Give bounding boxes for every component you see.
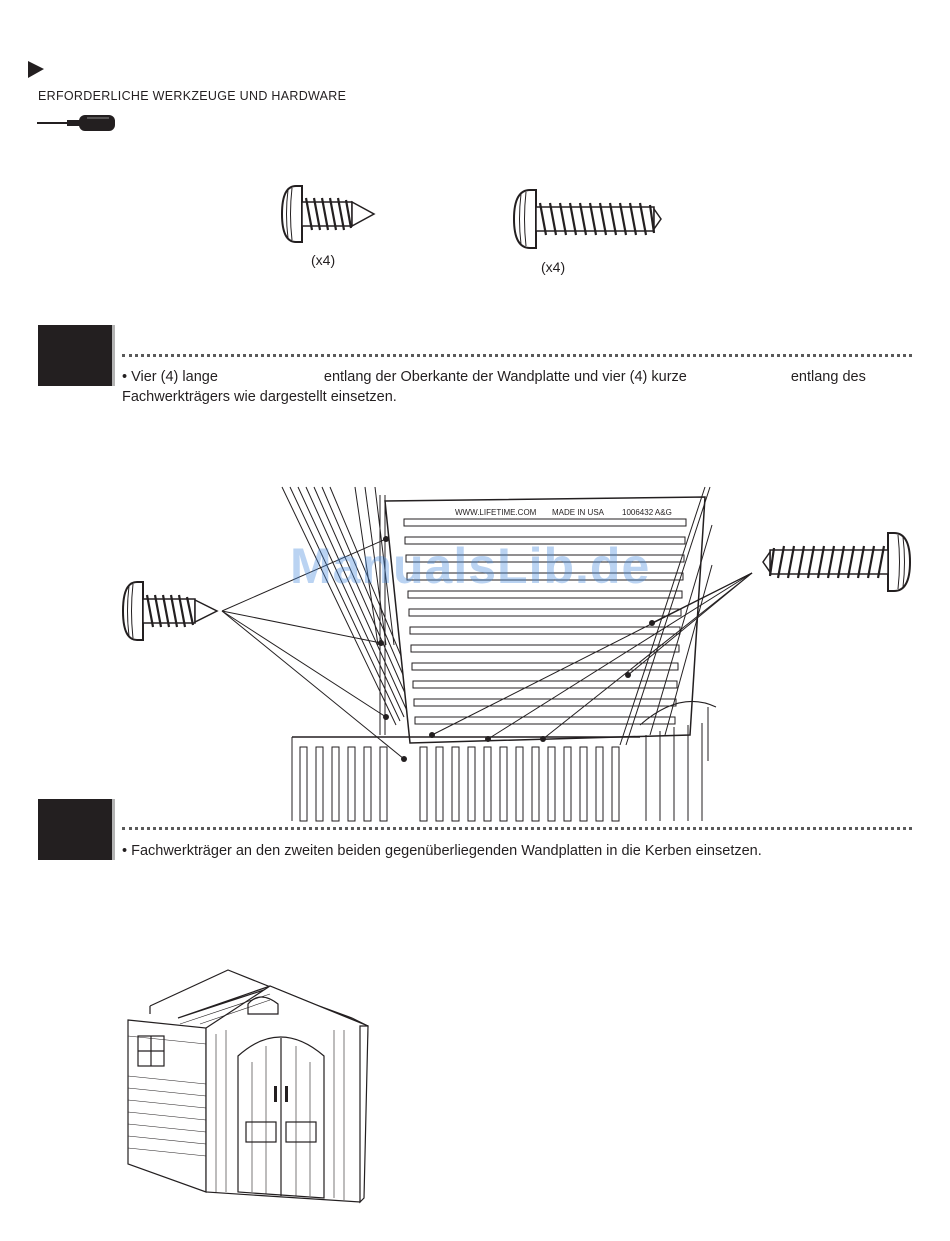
section-title: ERFORDERLICHE WERKZEUGE UND HARDWARE (38, 89, 347, 103)
screwdriver-icon (37, 115, 117, 131)
callout-long-screw-icon (760, 531, 910, 593)
step-2-accent-bar (112, 799, 115, 860)
step-1-text-part1: • Vier (4) lange (122, 369, 218, 385)
panel-text-part-number: 1006432 A&G (622, 508, 672, 517)
panel-text-origin: MADE IN USA (552, 508, 605, 517)
watermark: ManualsLib.de (290, 538, 651, 594)
step-2-number-box (38, 799, 112, 860)
long-screw-quantity: (x4) (541, 259, 566, 275)
step-1-instruction (122, 367, 892, 407)
step-1-number-box (38, 325, 112, 386)
step-1-text-part4: Fachwerkträgers wie dargestellt einsetzen. (122, 389, 397, 405)
step-1-text-part3: entlang des (790, 369, 866, 385)
short-screw-quantity: (x4) (311, 252, 336, 268)
short-screw-icon (282, 184, 382, 244)
step-1-dotted-divider (122, 354, 912, 357)
play-arrow-icon (28, 61, 46, 79)
step-1-text-part2: entlang der Oberkante der Wandplatte und vier (4) kurze (323, 369, 687, 385)
step-2-instruction: • Fachwerkträger an den zweiten beiden gegenüberliegenden Wandplatten in die Kerben einsetzen. (122, 843, 762, 859)
step-1-accent-bar (112, 325, 115, 386)
step-2-dotted-divider (122, 827, 912, 830)
panel-text-website: WWW.LIFETIME.COM (455, 508, 537, 517)
callout-short-screw-icon (123, 580, 223, 642)
long-screw-icon (514, 188, 664, 250)
shed-illustration (120, 966, 380, 1206)
